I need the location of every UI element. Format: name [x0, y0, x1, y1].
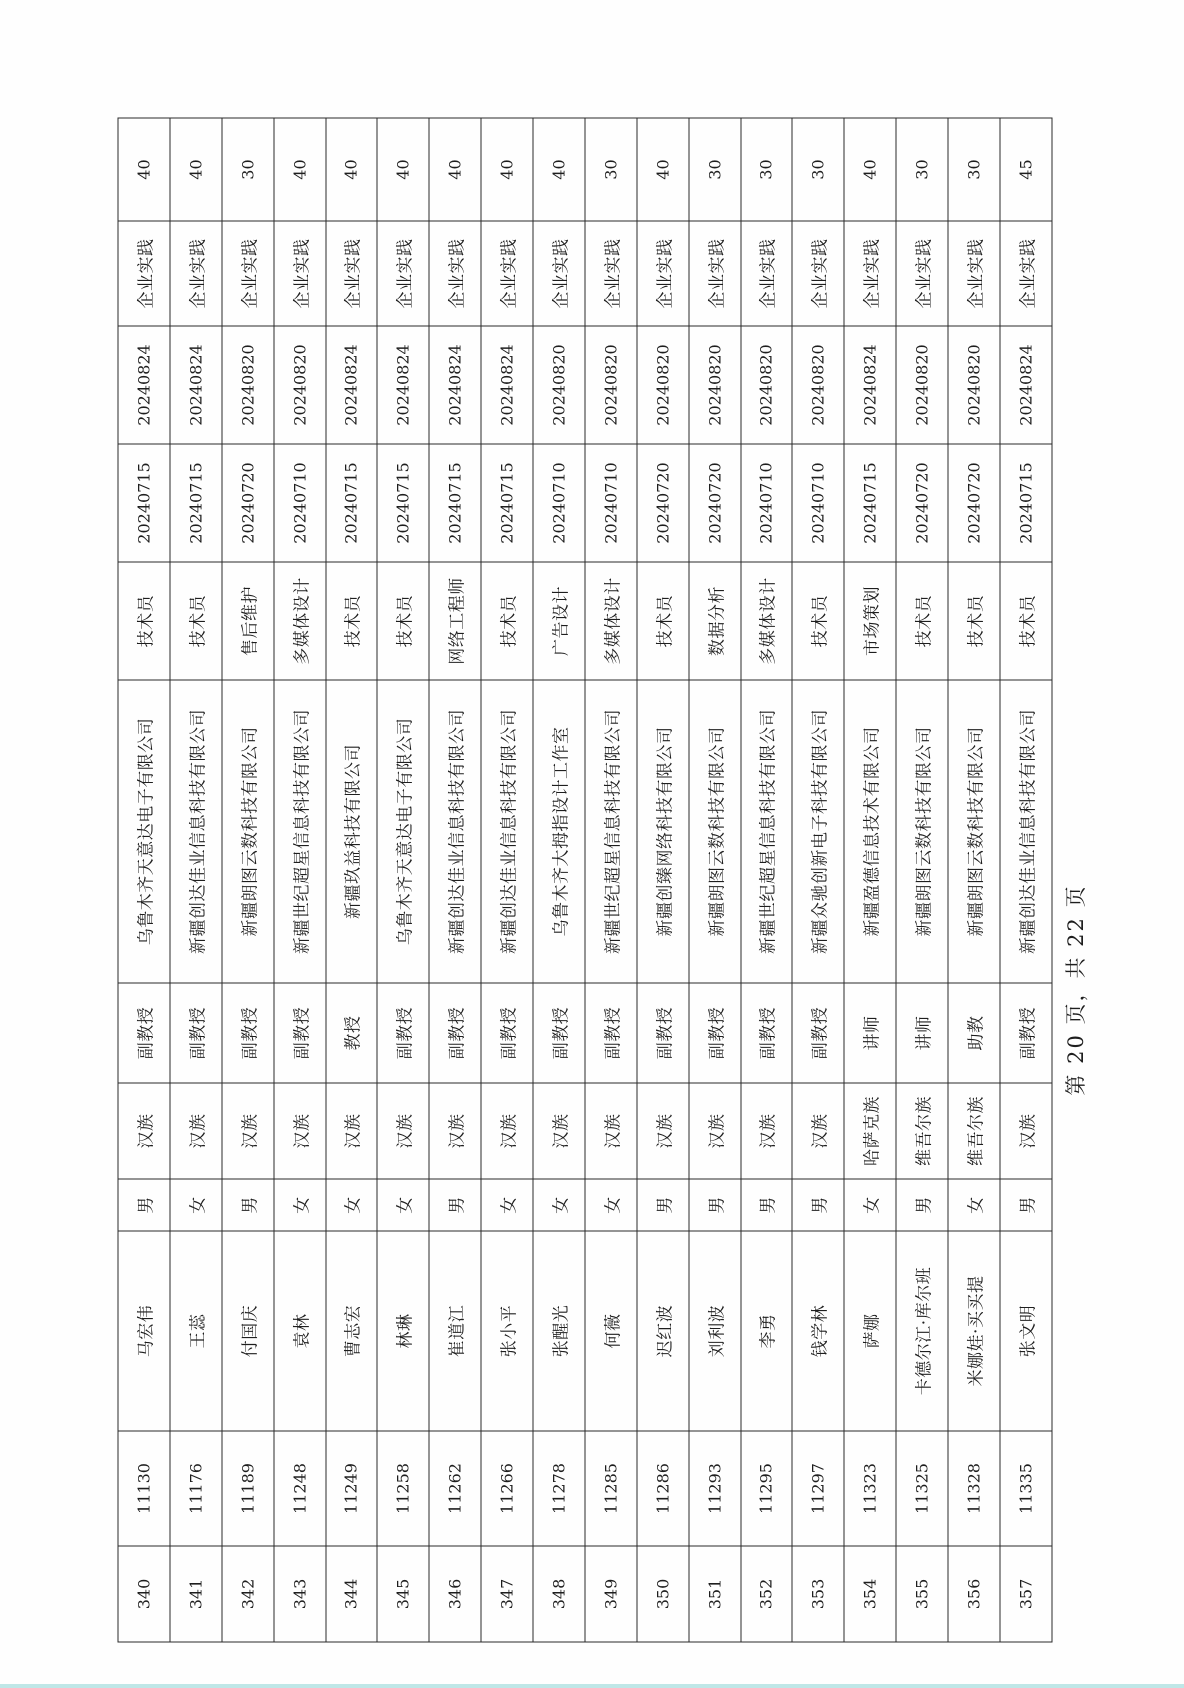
ethnicity-cell: 汉族: [325, 1083, 377, 1179]
company-cell: 新疆创达佳业信息科技有限公司: [429, 680, 481, 983]
type-cell: 企业实践: [481, 221, 533, 326]
title-cell: 副教授: [688, 983, 740, 1083]
name-cell: 张小平: [481, 1231, 533, 1431]
name-cell: 米娜娃·买买提: [948, 1231, 1000, 1431]
title-cell: 副教授: [429, 983, 481, 1083]
row-index: 351: [688, 1546, 740, 1642]
company-cell: 新疆世纪超星信息科技有限公司: [273, 680, 325, 983]
ethnicity-cell: 汉族: [221, 1083, 273, 1179]
company-cell: 乌鲁木齐天意达电子有限公司: [118, 680, 170, 983]
start-date-cell: 20240720: [896, 444, 948, 562]
end-date-cell: 20240820: [273, 326, 325, 444]
row-index: 346: [429, 1546, 481, 1642]
table-row: [999, 118, 1051, 1642]
title-cell: 教授: [325, 983, 377, 1083]
type-cell: 企业实践: [429, 221, 481, 326]
position-cell: 多媒体设计: [740, 562, 792, 680]
table-row: [118, 118, 170, 1642]
end-date-cell: 20240824: [169, 326, 221, 444]
type-cell: 企业实践: [688, 221, 740, 326]
hours-cell: 30: [584, 118, 636, 221]
hours-cell: 30: [896, 118, 948, 221]
table-row: [792, 118, 844, 1642]
gender-cell: 女: [533, 1179, 585, 1231]
rotated-table-wrapper: [117, 118, 1052, 1642]
id-cell: 11286: [636, 1431, 688, 1546]
start-date-cell: 20240710: [533, 444, 585, 562]
start-date-cell: 20240715: [325, 444, 377, 562]
gender-cell: 女: [169, 1179, 221, 1231]
type-cell: 企业实践: [740, 221, 792, 326]
id-cell: 11262: [429, 1431, 481, 1546]
end-date-cell: 20240820: [533, 326, 585, 444]
row-index: 350: [636, 1546, 688, 1642]
row-index: 343: [273, 1546, 325, 1642]
hours-cell: 45: [999, 118, 1051, 221]
start-date-cell: 20240720: [221, 444, 273, 562]
name-cell: 王蕊: [169, 1231, 221, 1431]
gender-cell: 男: [688, 1179, 740, 1231]
end-date-cell: 20240824: [999, 326, 1051, 444]
table-row: [377, 118, 429, 1642]
end-date-cell: 20240820: [740, 326, 792, 444]
start-date-cell: 20240715: [169, 444, 221, 562]
gender-cell: 男: [999, 1179, 1051, 1231]
hours-cell: 40: [533, 118, 585, 221]
table-row: [169, 118, 221, 1642]
company-cell: 新疆世纪超星信息科技有限公司: [584, 680, 636, 983]
id-cell: 11248: [273, 1431, 325, 1546]
end-date-cell: 20240820: [896, 326, 948, 444]
ethnicity-cell: 汉族: [273, 1083, 325, 1179]
gender-cell: 男: [221, 1179, 273, 1231]
title-cell: 副教授: [377, 983, 429, 1083]
table-row: [948, 118, 1000, 1642]
ethnicity-cell: 汉族: [999, 1083, 1051, 1179]
start-date-cell: 20240715: [377, 444, 429, 562]
table-row: [844, 118, 896, 1642]
hours-cell: 40: [377, 118, 429, 221]
name-cell: 迟红波: [636, 1231, 688, 1431]
row-index: 341: [169, 1546, 221, 1642]
company-cell: 新疆众驰创新电子科技有限公司: [792, 680, 844, 983]
name-cell: 张文明: [999, 1231, 1051, 1431]
id-cell: 11335: [999, 1431, 1051, 1546]
start-date-cell: 20240715: [481, 444, 533, 562]
row-index: 347: [481, 1546, 533, 1642]
name-cell: 马宏伟: [118, 1231, 170, 1431]
start-date-cell: 20240710: [273, 444, 325, 562]
gender-cell: 男: [429, 1179, 481, 1231]
name-cell: 崔道江: [429, 1231, 481, 1431]
type-cell: 企业实践: [325, 221, 377, 326]
title-cell: 助教: [948, 983, 1000, 1083]
ethnicity-cell: 汉族: [792, 1083, 844, 1179]
name-cell: 袁林: [273, 1231, 325, 1431]
type-cell: 企业实践: [844, 221, 896, 326]
position-cell: 技术员: [377, 562, 429, 680]
type-cell: 企业实践: [636, 221, 688, 326]
ethnicity-cell: 汉族: [169, 1083, 221, 1179]
row-index: 345: [377, 1546, 429, 1642]
gender-cell: 女: [948, 1179, 1000, 1231]
start-date-cell: 20240720: [688, 444, 740, 562]
name-cell: 钱学林: [792, 1231, 844, 1431]
hours-cell: 30: [221, 118, 273, 221]
type-cell: 企业实践: [118, 221, 170, 326]
id-cell: 11266: [481, 1431, 533, 1546]
ethnicity-cell: 汉族: [584, 1083, 636, 1179]
type-cell: 企业实践: [948, 221, 1000, 326]
id-cell: 11295: [740, 1431, 792, 1546]
title-cell: 副教授: [999, 983, 1051, 1083]
title-cell: 副教授: [740, 983, 792, 1083]
id-cell: 11249: [325, 1431, 377, 1546]
table-rotator: [117, 118, 1052, 1642]
id-cell: 11325: [896, 1431, 948, 1546]
company-cell: 新疆创达佳业信息科技有限公司: [999, 680, 1051, 983]
start-date-cell: 20240715: [844, 444, 896, 562]
title-cell: 副教授: [636, 983, 688, 1083]
company-cell: 乌鲁木齐大拇指设计工作室: [533, 680, 585, 983]
type-cell: 企业实践: [999, 221, 1051, 326]
company-cell: 新疆创达佳业信息科技有限公司: [481, 680, 533, 983]
title-cell: 副教授: [481, 983, 533, 1083]
ethnicity-cell: 汉族: [740, 1083, 792, 1179]
company-cell: 新疆玖益科技有限公司: [325, 680, 377, 983]
ethnicity-cell: 汉族: [533, 1083, 585, 1179]
start-date-cell: 20240710: [584, 444, 636, 562]
table-row: [584, 118, 636, 1642]
hours-cell: 40: [169, 118, 221, 221]
hours-cell: 40: [118, 118, 170, 221]
name-cell: 李勇: [740, 1231, 792, 1431]
end-date-cell: 20240824: [844, 326, 896, 444]
gender-cell: 男: [896, 1179, 948, 1231]
position-cell: 技术员: [325, 562, 377, 680]
ethnicity-cell: 汉族: [377, 1083, 429, 1179]
table-row: [896, 118, 948, 1642]
row-index: 354: [844, 1546, 896, 1642]
id-cell: 11297: [792, 1431, 844, 1546]
scan-edge-strip: [0, 1684, 1184, 1688]
title-cell: 副教授: [169, 983, 221, 1083]
table-row: [221, 118, 273, 1642]
gender-cell: 女: [273, 1179, 325, 1231]
company-cell: 新疆世纪超星信息科技有限公司: [740, 680, 792, 983]
end-date-cell: 20240824: [118, 326, 170, 444]
name-cell: 曹志宏: [325, 1231, 377, 1431]
hours-cell: 40: [429, 118, 481, 221]
gender-cell: 女: [481, 1179, 533, 1231]
gender-cell: 男: [636, 1179, 688, 1231]
end-date-cell: 20240820: [688, 326, 740, 444]
position-cell: 技术员: [999, 562, 1051, 680]
position-cell: 技术员: [169, 562, 221, 680]
id-cell: 11130: [118, 1431, 170, 1546]
type-cell: 企业实践: [273, 221, 325, 326]
title-cell: 副教授: [221, 983, 273, 1083]
id-cell: 11328: [948, 1431, 1000, 1546]
type-cell: 企业实践: [584, 221, 636, 326]
row-index: 342: [221, 1546, 273, 1642]
hours-cell: 40: [481, 118, 533, 221]
start-date-cell: 20240710: [740, 444, 792, 562]
name-cell: 何薇: [584, 1231, 636, 1431]
ethnicity-cell: 汉族: [636, 1083, 688, 1179]
id-cell: 11323: [844, 1431, 896, 1546]
company-cell: 新疆朗图云数科技有限公司: [688, 680, 740, 983]
id-cell: 11258: [377, 1431, 429, 1546]
end-date-cell: 20240820: [584, 326, 636, 444]
start-date-cell: 20240715: [118, 444, 170, 562]
hours-cell: 40: [325, 118, 377, 221]
hours-cell: 40: [273, 118, 325, 221]
type-cell: 企业实践: [169, 221, 221, 326]
title-cell: 讲师: [844, 983, 896, 1083]
name-cell: 萨娜: [844, 1231, 896, 1431]
hours-cell: 30: [688, 118, 740, 221]
gender-cell: 女: [325, 1179, 377, 1231]
company-cell: 新疆创达佳业信息科技有限公司: [169, 680, 221, 983]
type-cell: 企业实践: [533, 221, 585, 326]
table-row: [325, 118, 377, 1642]
row-index: 353: [792, 1546, 844, 1642]
row-index: 340: [118, 1546, 170, 1642]
gender-cell: 男: [118, 1179, 170, 1231]
row-index: 349: [584, 1546, 636, 1642]
position-cell: 技术员: [118, 562, 170, 680]
table-row: [429, 118, 481, 1642]
end-date-cell: 20240824: [481, 326, 533, 444]
row-index: 348: [533, 1546, 585, 1642]
position-cell: 技术员: [481, 562, 533, 680]
name-cell: 付国庆: [221, 1231, 273, 1431]
hours-cell: 30: [948, 118, 1000, 221]
ethnicity-cell: 维吾尔族: [896, 1083, 948, 1179]
hours-cell: 30: [740, 118, 792, 221]
end-date-cell: 20240824: [377, 326, 429, 444]
name-cell: 卡德尔江·库尔班: [896, 1231, 948, 1431]
position-cell: 多媒体设计: [273, 562, 325, 680]
id-cell: 11176: [169, 1431, 221, 1546]
id-cell: 11278: [533, 1431, 585, 1546]
company-cell: 新疆朗图云数科技有限公司: [948, 680, 1000, 983]
title-cell: 副教授: [273, 983, 325, 1083]
page-number-text: 第 20 页，共 22 页: [1064, 884, 1088, 1096]
name-cell: 刘利波: [688, 1231, 740, 1431]
end-date-cell: 20240824: [325, 326, 377, 444]
table-row: [636, 118, 688, 1642]
name-cell: 林琳: [377, 1231, 429, 1431]
title-cell: 副教授: [792, 983, 844, 1083]
start-date-cell: 20240715: [429, 444, 481, 562]
type-cell: 企业实践: [792, 221, 844, 326]
title-cell: 副教授: [118, 983, 170, 1083]
title-cell: 副教授: [533, 983, 585, 1083]
gender-cell: 女: [584, 1179, 636, 1231]
end-date-cell: 20240820: [948, 326, 1000, 444]
company-cell: 乌鲁木齐天意达电子有限公司: [377, 680, 429, 983]
gender-cell: 男: [740, 1179, 792, 1231]
type-cell: 企业实践: [896, 221, 948, 326]
position-cell: 技术员: [948, 562, 1000, 680]
company-cell: 新疆盈德信息技术有限公司: [844, 680, 896, 983]
company-cell: 新疆创臻网络科技有限公司: [636, 680, 688, 983]
company-cell: 新疆朗图云数科技有限公司: [221, 680, 273, 983]
gender-cell: 女: [377, 1179, 429, 1231]
ethnicity-cell: 哈萨克族: [844, 1083, 896, 1179]
row-index: 357: [999, 1546, 1051, 1642]
position-cell: 多媒体设计: [584, 562, 636, 680]
ethnicity-cell: 汉族: [688, 1083, 740, 1179]
hours-cell: 30: [792, 118, 844, 221]
position-cell: 数据分析: [688, 562, 740, 680]
start-date-cell: 20240710: [792, 444, 844, 562]
page-footer: [1055, 870, 1095, 1110]
record-table: [117, 117, 1052, 1642]
table-row: [533, 118, 585, 1642]
id-cell: 11285: [584, 1431, 636, 1546]
position-cell: 市场策划: [844, 562, 896, 680]
position-cell: 技术员: [792, 562, 844, 680]
position-cell: 网络工程师: [429, 562, 481, 680]
end-date-cell: 20240820: [792, 326, 844, 444]
row-index: 344: [325, 1546, 377, 1642]
row-index: 352: [740, 1546, 792, 1642]
position-cell: 售后维护: [221, 562, 273, 680]
start-date-cell: 20240720: [948, 444, 1000, 562]
id-cell: 11293: [688, 1431, 740, 1546]
ethnicity-cell: 汉族: [118, 1083, 170, 1179]
table-row: [740, 118, 792, 1642]
name-cell: 张醒光: [533, 1231, 585, 1431]
id-cell: 11189: [221, 1431, 273, 1546]
table-row: [481, 118, 533, 1642]
hours-cell: 40: [636, 118, 688, 221]
start-date-cell: 20240720: [636, 444, 688, 562]
end-date-cell: 20240824: [429, 326, 481, 444]
title-cell: 讲师: [896, 983, 948, 1083]
ethnicity-cell: 汉族: [481, 1083, 533, 1179]
type-cell: 企业实践: [377, 221, 429, 326]
gender-cell: 女: [844, 1179, 896, 1231]
position-cell: 广告设计: [533, 562, 585, 680]
end-date-cell: 20240820: [221, 326, 273, 444]
company-cell: 新疆朗图云数科技有限公司: [896, 680, 948, 983]
row-index: 356: [948, 1546, 1000, 1642]
position-cell: 技术员: [896, 562, 948, 680]
ethnicity-cell: 维吾尔族: [948, 1083, 1000, 1179]
type-cell: 企业实践: [221, 221, 273, 326]
row-index: 355: [896, 1546, 948, 1642]
position-cell: 技术员: [636, 562, 688, 680]
hours-cell: 40: [844, 118, 896, 221]
table-row: [688, 118, 740, 1642]
title-cell: 副教授: [584, 983, 636, 1083]
ethnicity-cell: 汉族: [429, 1083, 481, 1179]
end-date-cell: 20240820: [636, 326, 688, 444]
gender-cell: 男: [792, 1179, 844, 1231]
start-date-cell: 20240715: [999, 444, 1051, 562]
table-row: [273, 118, 325, 1642]
